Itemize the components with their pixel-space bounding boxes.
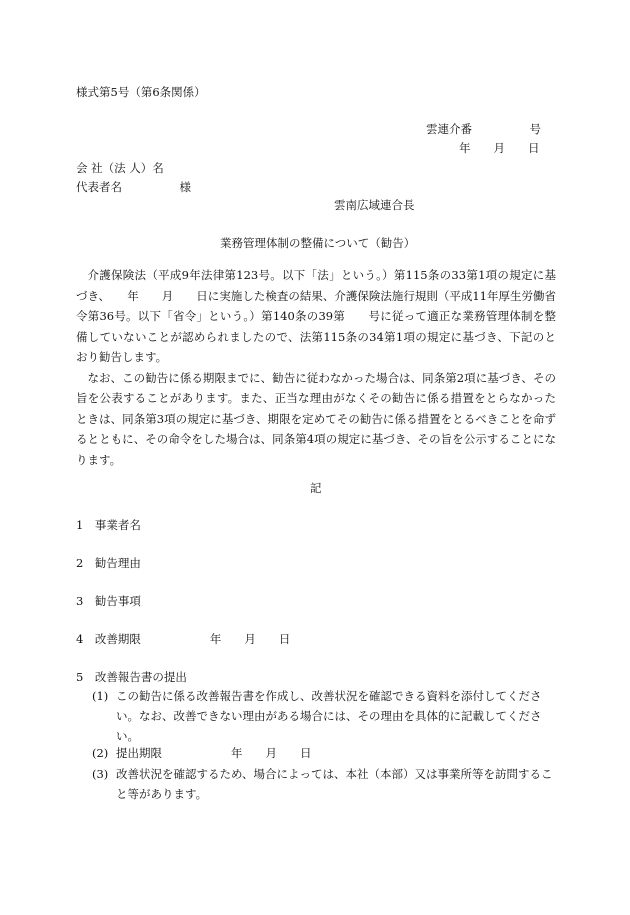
ki-heading: 記	[310, 481, 322, 495]
item-business-name: 1 事業者名	[76, 518, 141, 532]
sub-item-number: (1)	[92, 689, 109, 703]
item-deadline: 4 改善期限 年 月 日	[76, 632, 291, 646]
body-text	[76, 265, 556, 470]
recipient-company: 会 社（法 人）名	[76, 161, 164, 175]
sub-item-text: 改善状況を確認するため、場合によっては、本社（本部）又は事業所等を訪問すること等があります。	[116, 767, 553, 801]
document-title: 業務管理体制の整備について（勧告）	[220, 236, 416, 250]
sub-item-2	[92, 743, 560, 763]
sub-item-3	[92, 764, 560, 804]
body-paragraph: 介護保険法（平成9年法律第123号。以下「法」という。）第115条の33第1項の規定に基づき、 年 月 日に実施した検査の結果、介護保険法施行規則（平成11年厚生労働省令第36号。以下「省令」という。）第140条の39第 号に従って適正な業務管理体制を整備していないことが認められましたので、法第115条の34第1項の規定に基づき、下記のとおり勧告します。	[76, 268, 556, 364]
item-recommendation: 3 勧告事項	[76, 594, 141, 608]
body-paragraph: なお、この勧告に係る期限までに、勧告に従わなかった場合は、同条第2項に基づき、その旨を公表することがあります。また、正当な理由がなくその勧告に係る措置をとらなかったときは、同条第3項の規定に基づき、期限を定めてその勧告に係る措置をとるべきことを命ずるとともに、その命令をした場合は、同条第4項の規定に基づき、その旨を公示することになります。	[76, 370, 556, 467]
sub-item-number: (3)	[92, 767, 109, 781]
sub-item-text: この勧告に係る改善報告書を作成し、改善状況を確認できる資料を添付してください。なお、改善できない理由がある場合には、その理由を具体的に記載してください。	[116, 689, 542, 743]
sub-item-text: 提出期限 年 月 日	[116, 746, 312, 760]
recipient-representative: 代表者名 様	[76, 180, 191, 194]
sub-item-1	[92, 686, 560, 746]
document-date: 年 月 日	[459, 141, 540, 155]
form-label: 様式第5号（第6条関係）	[76, 85, 206, 99]
document-number: 雲連介番 号	[426, 122, 541, 136]
sub-item-number: (2)	[92, 746, 109, 760]
item-reason: 2 勧告理由	[76, 556, 141, 570]
item-report-submission: 5 改善報告書の提出	[76, 670, 187, 684]
sender-name: 雲南広域連合長	[334, 198, 415, 212]
